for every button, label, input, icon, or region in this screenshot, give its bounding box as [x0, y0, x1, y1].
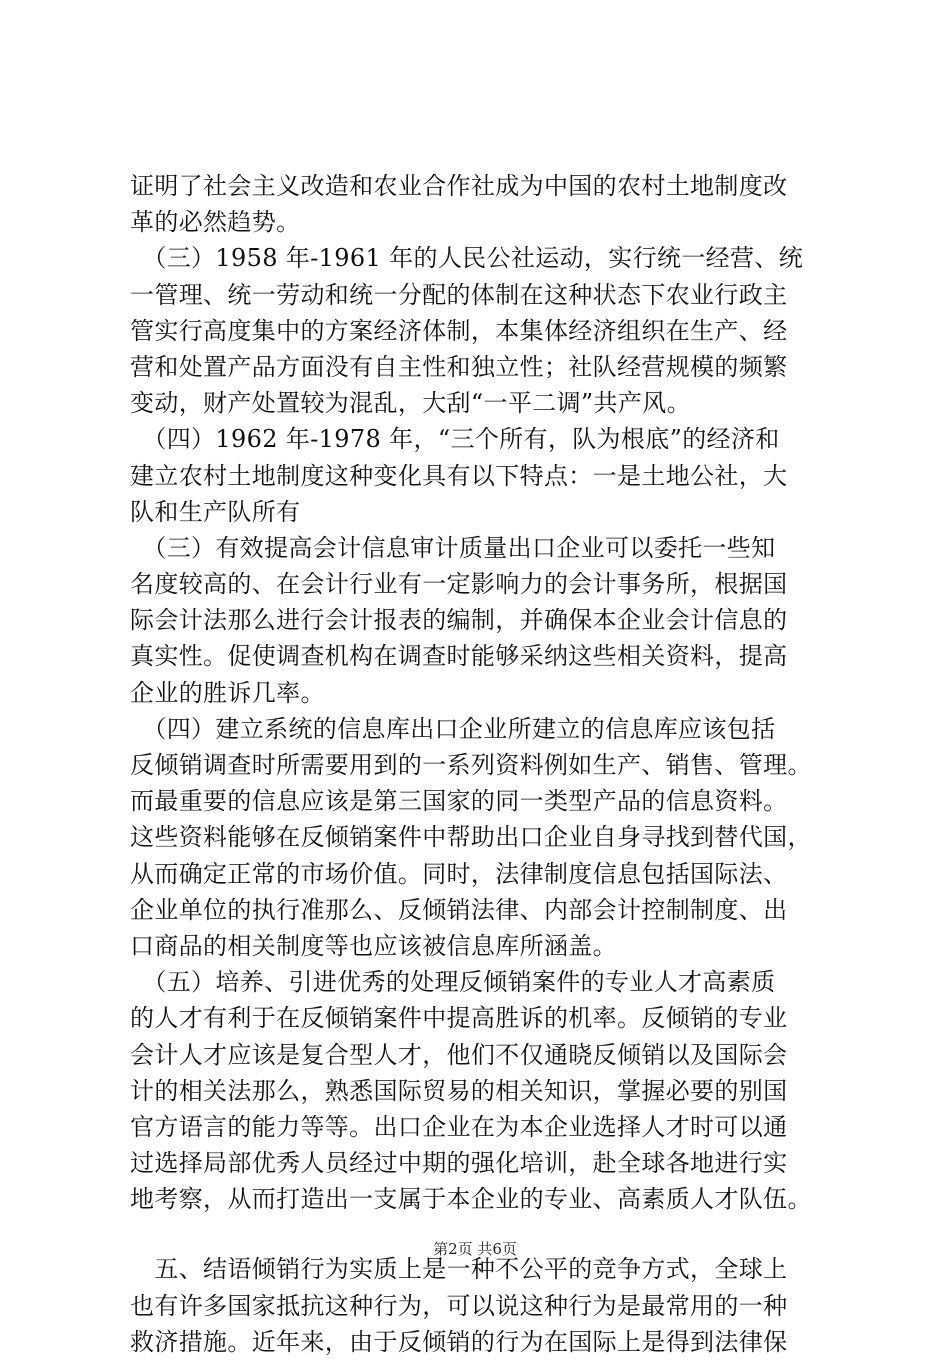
text-line: 反倾销调查时所需要用到的一系列资料例如生产、销售、管理。 [130, 751, 812, 779]
text-line: （三）1958 年-1961 年的人民公社运动，实行统一经营、统 [130, 244, 804, 273]
text-line: 企业单位的执行准那么、反倾销法律、内部会计控制制度、出 [130, 895, 788, 924]
text-line: 的人才有利于在反倾销案件中提高胜诉的机率。反倾销的专业 [130, 1004, 788, 1033]
text-line: 这些资料能够在反倾销案件中帮助出口企业自身寻找到替代国， [130, 823, 812, 852]
text-line: 证明了社会主义改造和农业合作社成为中国的农村土地制度改 [130, 172, 788, 200]
text-line: 营和处置产品方面没有自主性和独立性；社队经营规模的频繁 [130, 352, 788, 381]
text-line: 会计人才应该是复合型人才，他们不仅通晓反倾销以及国际会 [130, 1040, 788, 1069]
text-line: 一管理、统一劳动和统一分配的体制在这种状态下农业行政主 [130, 280, 788, 309]
text-line: （三）有效提高会计信息审计质量出口企业可以委托一些知 [130, 533, 776, 562]
text-line: （四）1962 年-1978 年，“三个所有，队为根底”的经济和 [130, 425, 780, 454]
text-line: 真实性。促使调查机构在调查时能够采纳这些相关资料，提高 [130, 642, 788, 671]
text-line: 计的相关法那么，熟悉国际贸易的相关知识，掌握必要的别国 [130, 1076, 788, 1105]
text-line: 际会计法那么进行会计报表的编制，并确保本企业会计信息的 [130, 606, 788, 635]
text-line: 而最重要的信息应该是第三国家的同一类型产品的信息资料。 [130, 787, 788, 816]
text-line: 救济措施。近年来，由于反倾销的行为在国际上是得到法律保 [130, 1327, 788, 1356]
body-text [130, 168, 830, 1360]
text-line: 变动，财产处置较为混乱，大刮“一平二调”共产风。 [130, 389, 691, 418]
page-footer: 第2页 共6页 [433, 1240, 517, 1258]
text-line: 也有许多国家抵抗这种行为，可以说这种行为是最常用的一种 [130, 1291, 788, 1320]
text-line: 过选择局部优秀人员经过中期的强化培训，赴全球各地进行实 [130, 1149, 788, 1178]
text-line: 管实行高度集中的方案经济体制，本集体经济组织在生产、经 [130, 316, 788, 345]
text-line: （五）培养、引进优秀的处理反倾销案件的专业人才高素质 [130, 968, 776, 997]
text-line: 从而确定正常的市场价值。同时，法律制度信息包括国际法、 [130, 859, 788, 888]
text-line: 队和生产队所有 [130, 497, 301, 526]
text-line: 五、结语倾销行为实质上是一种不公平的竞争方式，全球上 [130, 1255, 788, 1284]
text-line: 口商品的相关制度等也应该被信息库所涵盖。 [130, 931, 617, 960]
text-line: 企业的胜诉几率。 [130, 678, 325, 707]
text-line: 地考察，从而打造出一支属于本企业的专业、高素质人才队伍。 [130, 1185, 812, 1214]
text-line: 革的必然趋势。 [130, 208, 301, 237]
text-line: （四）建立系统的信息库出口企业所建立的信息库应该包括 [130, 714, 776, 743]
text-line: 名度较高的、在会计行业有一定影响力的会计事务所，根据国 [130, 570, 788, 599]
text-line: 建立农村土地制度这种变化具有以下特点：一是土地公社，大 [130, 461, 788, 490]
text-line: 官方语言的能力等等。出口企业在为本企业选择人才时可以通 [130, 1112, 788, 1141]
